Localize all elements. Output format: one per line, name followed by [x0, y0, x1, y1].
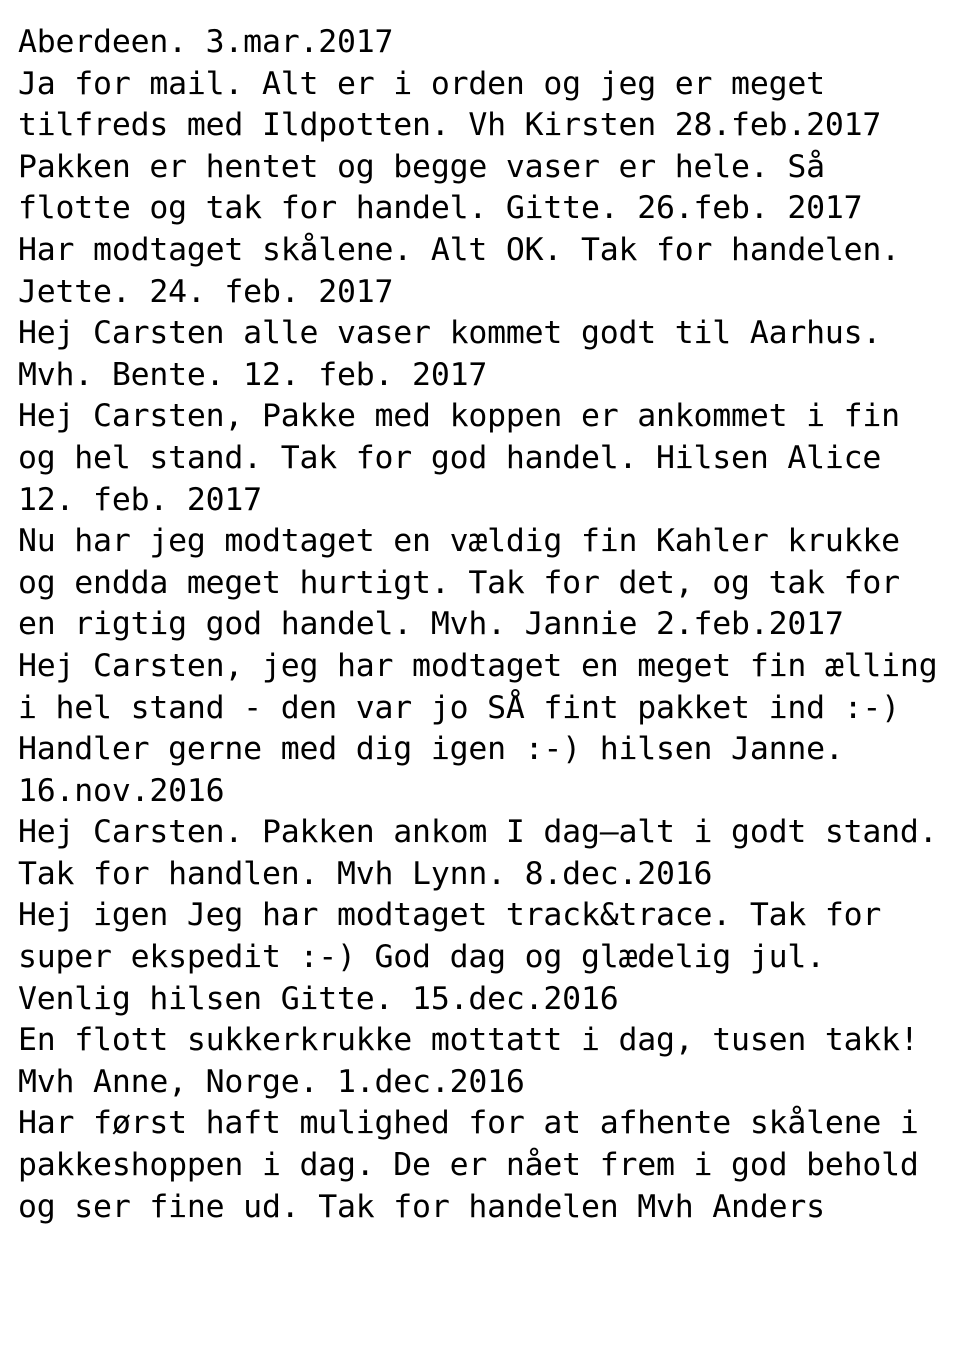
list-item: Har først haft mulighed for at afhente skålene i pakkeshoppen i dag. De er nået frem i god behold og ser fine ud. Tak for handelen Mvh Anders: [18, 1105, 938, 1225]
list-item: Har modtaget skålene. Alt OK. Tak for handelen. Jette. 24. feb. 2017: [18, 231, 919, 310]
list-item: Nu har jeg modtaget en vældig fin Kahler krukke og endda meget hurtigt. Tak for det, og tak for en rigtig god handel. Mvh. Jannie 2.feb.2017: [18, 523, 919, 643]
list-item: Hej Carsten. Pakken ankom I dag—alt i godt stand. Tak for handlen. Mvh Lynn. 8.dec.2016: [18, 814, 957, 892]
list-item: Pakken er hentet og begge vaser er hele. Så flotte og tak for handel. Gitte. 26.feb. 2017: [18, 148, 863, 227]
list-item: En flott sukkerkrukke mottatt i dag, tusen takk! Mvh Anne, Norge. 1.dec.2016: [18, 1022, 938, 1100]
testimonial-list: [18, 22, 957, 1228]
list-item: Ja for mail. Alt er i orden og jeg er meget tilfreds med Ildpotten. Vh Kirsten 28.feb.2017: [18, 65, 882, 144]
list-item: Hej Carsten alle vaser kommet godt til Aarhus. Mvh. Bente. 12. feb. 2017: [18, 315, 900, 393]
list-item: Hej Carsten, jeg har modtaget en meget fin ælling i hel stand - den var jo SÅ fint pakket ind :-) Handler gerne med dig igen :-) hilsen Janne. 16.nov.2016: [18, 647, 957, 809]
list-item: Hej igen Jeg har modtaget track&trace. Tak for super ekspedit :-) God dag og glædelig jul. Venlig hilsen Gitte. 15.dec.2016: [18, 897, 900, 1017]
list-item: Hej Carsten, Pakke med koppen er ankommet i fin og hel stand. Tak for god handel. Hilsen Alice 12. feb. 2017: [18, 398, 919, 518]
list-item: Aberdeen. 3.mar.2017: [18, 24, 394, 60]
